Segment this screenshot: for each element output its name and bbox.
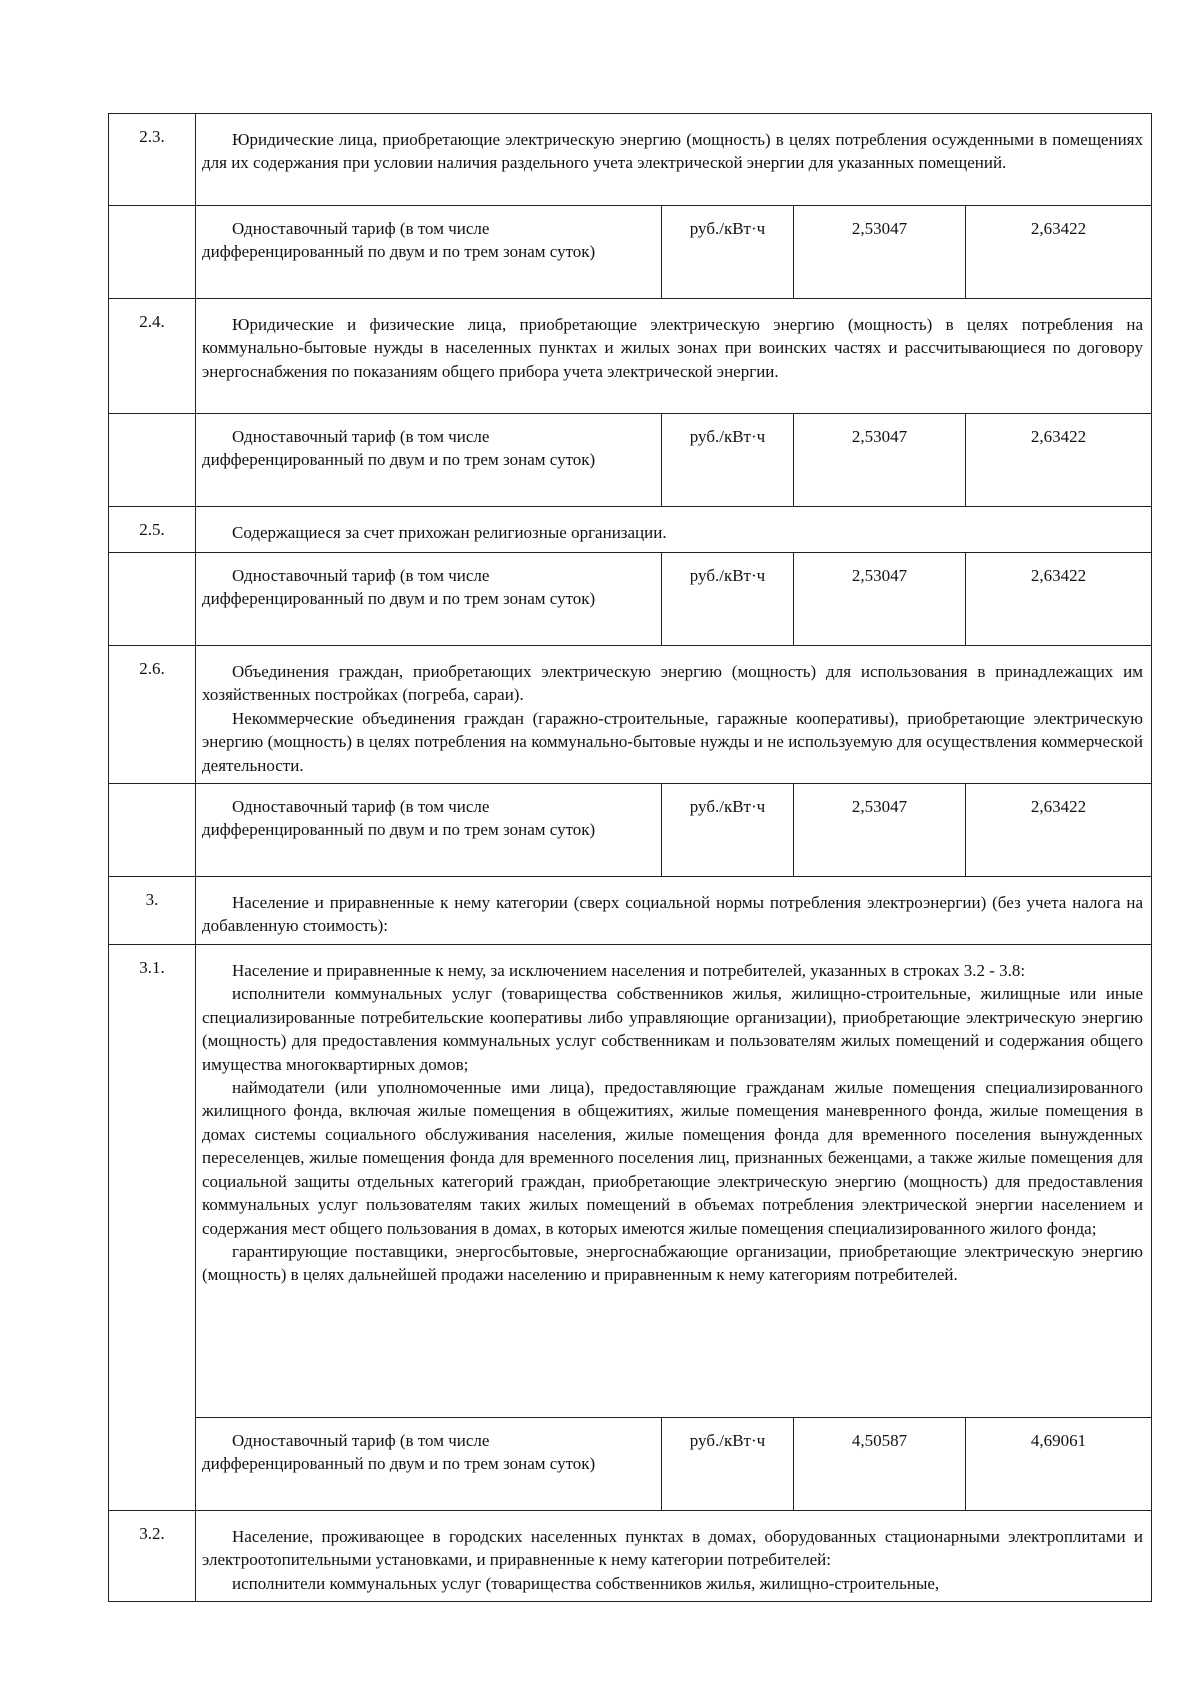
row-description	[196, 877, 1152, 945]
row-number: 2.5.	[109, 507, 196, 553]
row-description	[196, 945, 1152, 1418]
tariff-unit: руб./кВт·ч	[662, 553, 794, 646]
description-text: Содержащиеся за счет прихожан религиозные организации.	[232, 523, 667, 542]
table-row	[109, 114, 1152, 206]
row-number: 2.6.	[109, 646, 196, 784]
tariff-value-1: 2,53047	[794, 553, 966, 646]
tariff-value-1: 2,53047	[794, 206, 966, 299]
table-row	[109, 507, 1152, 553]
row-number: 2.4.	[109, 299, 196, 414]
row-number-empty	[109, 784, 196, 877]
tariff-value-2: 4,69061	[966, 1418, 1152, 1511]
row-description	[196, 646, 1152, 784]
table-row	[109, 206, 1152, 299]
table-row	[109, 414, 1152, 507]
description-text: Население, проживающее в городских населенных пунктах в домах, оборудованных стационарными электроплитами и электроотопительными установками, и приравненные к нему категории потребителей:	[202, 1527, 1143, 1570]
tariff-unit: руб./кВт·ч	[662, 206, 794, 299]
table-row	[109, 1511, 1152, 1602]
tariff-value-2: 2,63422	[966, 206, 1152, 299]
description-text: Некоммерческие объединения граждан (гаражно-строительные, гаражные кооперативы), приобретающие электрическую энергию (мощность) в целях потребления на коммунально-бытовые нужды и не используемую для осуществления коммерческой деятельности.	[202, 708, 1143, 775]
table-row	[109, 553, 1152, 646]
document-page	[108, 113, 1151, 1602]
row-number-empty	[109, 553, 196, 646]
tariff-value-1: 2,53047	[794, 784, 966, 877]
tariff-table	[108, 113, 1152, 1602]
description-text: исполнители коммунальных услуг (товарищества собственников жилья, жилищно-строительные, жилищные или иные специализированные потребительские кооперативы либо управляющие организации), приобретающие электрическую энергию (мощность) для предоставления коммунальных услуг собственникам и пользователям жилых помещений и содержания общего имущества многоквартирных домов;	[202, 984, 1143, 1074]
row-number: 3.1.	[109, 945, 196, 1511]
tariff-name-text: Одноставочный тариф (в том числе дифференцированный по двум и по трем зонам суток)	[202, 219, 596, 262]
description-text: Юридические и физические лица, приобретающие электрическую энергию (мощность) в целях потребления на коммунально-бытовые нужды в населенных пунктах и жилых зонах при воинских частях и рассчитывающиеся по договору энергоснабжения по показаниям общего прибора учета электрической энергии.	[202, 315, 1143, 381]
tariff-name	[196, 206, 662, 299]
row-description	[196, 507, 1152, 553]
tariff-value-2: 2,63422	[966, 553, 1152, 646]
description-text: Население и приравненные к нему, за исключением населения и потребителей, указанных в строках 3.2 - 3.8:	[232, 961, 1026, 981]
row-description	[196, 114, 1152, 206]
tariff-name-text: Одноставочный тариф (в том числе дифференцированный по двум и по трем зонам суток)	[202, 427, 596, 470]
tariff-name-text: Одноставочный тариф (в том числе дифференцированный по двум и по трем зонам суток)	[202, 797, 596, 840]
tariff-value-1: 2,53047	[794, 414, 966, 507]
row-number-empty	[109, 414, 196, 507]
row-number: 3.	[109, 877, 196, 945]
tariff-value-1: 4,50587	[794, 1418, 966, 1511]
table-row	[109, 784, 1152, 877]
tariff-name-text: Одноставочный тариф (в том числе дифференцированный по двум и по трем зонам суток)	[202, 1431, 596, 1474]
table-row	[109, 877, 1152, 945]
tariff-unit: руб./кВт·ч	[662, 414, 794, 507]
tariff-value-2: 2,63422	[966, 414, 1152, 507]
table-row	[109, 646, 1152, 784]
row-number: 3.2.	[109, 1511, 196, 1602]
tariff-unit: руб./кВт·ч	[662, 1418, 794, 1511]
row-description	[196, 1511, 1152, 1602]
table-row	[109, 299, 1152, 414]
row-description	[196, 299, 1152, 414]
tariff-name-text: Одноставочный тариф (в том числе дифференцированный по двум и по трем зонам суток)	[202, 566, 596, 609]
description-text: исполнители коммунальных услуг (товарищества собственников жилья, жилищно-строительные,	[232, 1573, 940, 1593]
row-number-empty	[109, 206, 196, 299]
row-number: 2.3.	[109, 114, 196, 206]
tariff-value-2: 2,63422	[966, 784, 1152, 877]
tariff-name	[196, 784, 662, 877]
tariff-name	[196, 553, 662, 646]
table-row	[109, 1418, 1152, 1511]
tariff-unit: руб./кВт·ч	[662, 784, 794, 877]
table-row	[109, 945, 1152, 1418]
description-text: гарантирующие поставщики, энергосбытовые, энергоснабжающие организации, приобретающие электрическую энергию (мощность) в целях дальнейшей продажи населению и приравненным к нему категориям потребителей.	[202, 1241, 1143, 1285]
tariff-name	[196, 414, 662, 507]
tariff-name	[196, 1418, 662, 1511]
description-text: наймодатели (или уполномоченные ими лица), предоставляющие гражданам жилые помещения специализированного жилищного фонда, включая жилые помещения в общежитиях, жилые помещения маневренного фонда, жилые помещения в домах системы социального обслуживания населения, жилые помещения фонда для временного поселения вынужденных переселенцев, жилые помещения фонда для временного поселения лиц, признанных беженцами, а также жилые помещения для социальной защиты отдельных категорий граждан, приобретающие электрическую энергию (мощность) для предоставления коммунальных услуг пользователям таких жилых помещений в объемах потребления электрической энергии населением и содержания мест общего пользования в домах, в которых имеются жилые помещения специализированного жилого фонда;	[202, 1078, 1143, 1238]
description-text: Юридические лица, приобретающие электрическую энергию (мощность) в целях потребления осужденными в помещениях для их содержания при условии наличия раздельного учета электрической энергии для указанных помещений.	[202, 130, 1143, 173]
description-text: Объединения граждан, приобретающих электрическую энергию (мощность) для использования в принадлежащих им хозяйственных постройках (погреба, сараи).	[202, 662, 1143, 705]
description-text: Население и приравненные к нему категории (сверх социальной нормы потребления электроэнергии) (без учета налога на добавленную стоимость):	[202, 893, 1143, 936]
